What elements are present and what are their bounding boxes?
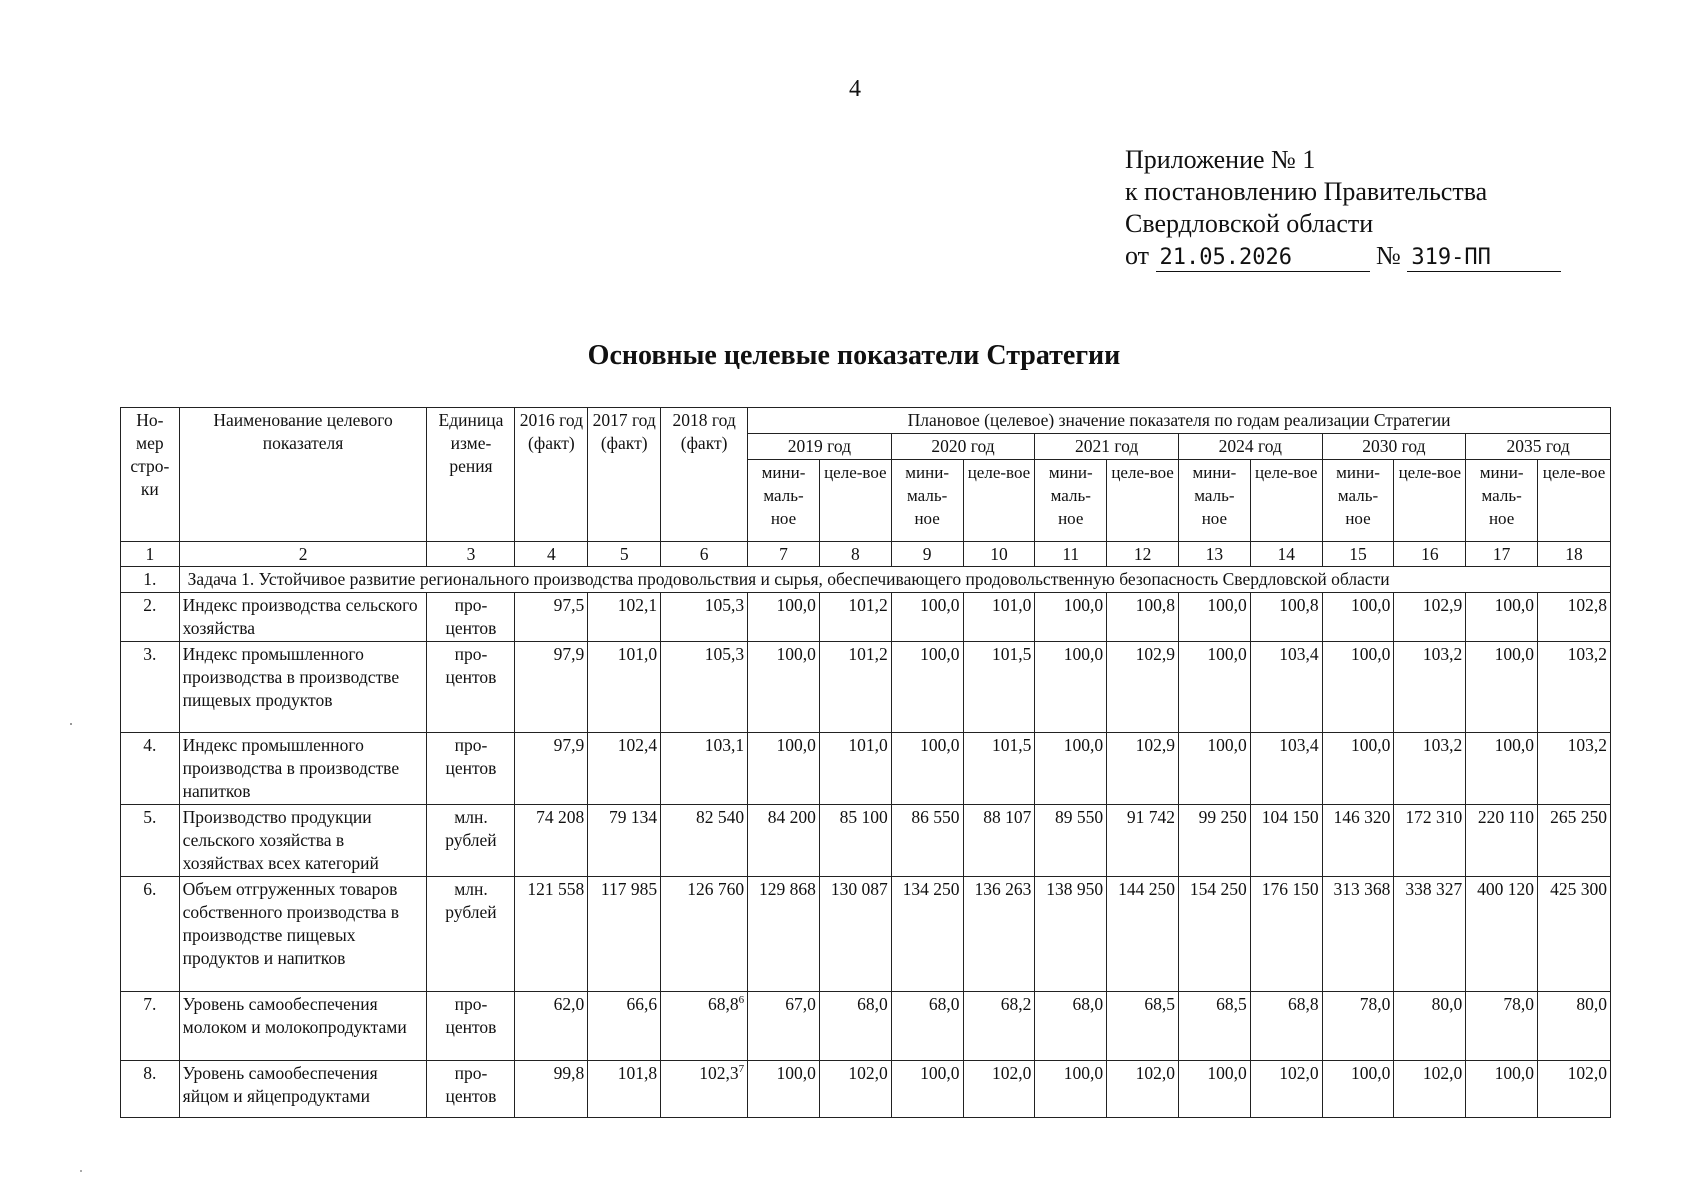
table-row [121,593,1611,642]
plan-target-cell: 101,5 [963,642,1035,733]
value-2018-text: 105,3 [704,595,745,615]
value-2017-cell: 102,4 [588,733,661,805]
column-number-cell: 18 [1538,542,1611,567]
header-min-2030: мини-маль-ное [1322,460,1394,542]
plan-target-cell: 102,0 [1250,1061,1322,1118]
header-target-2024: целе-вое [1250,460,1322,542]
plan-min-cell: 100,0 [1322,642,1394,733]
table-row [121,992,1611,1061]
plan-min-cell: 100,0 [1466,1061,1538,1118]
unit-cell: про-центов [427,733,515,805]
row-number-cell: 3. [121,642,180,733]
plan-min-cell: 138 950 [1035,877,1107,992]
row-number-cell: 7. [121,992,180,1061]
plan-target-cell: 85 100 [819,805,891,877]
plan-min-cell: 100,0 [891,733,963,805]
plan-min-cell: 89 550 [1035,805,1107,877]
row-number-cell: 6. [121,877,180,992]
plan-target-cell: 91 742 [1107,805,1179,877]
plan-target-cell: 103,2 [1394,642,1466,733]
value-2017-cell: 102,1 [588,593,661,642]
value-2018-text: 102,3 [699,1063,739,1083]
plan-min-cell: 68,0 [1035,992,1107,1061]
plan-target-cell: 425 300 [1538,877,1611,992]
appendix-decree-line: к постановлению Правительства [1125,177,1488,206]
column-number-cell: 15 [1322,542,1394,567]
plan-target-cell: 103,4 [1250,642,1322,733]
plan-target-cell: 80,0 [1538,992,1611,1061]
footnote-marker: 7 [738,1063,745,1076]
value-2016-cell: 121 558 [515,877,588,992]
table-row [121,877,1611,992]
plan-min-cell: 78,0 [1466,992,1538,1061]
column-number-cell: 17 [1466,542,1538,567]
plan-target-cell: 101,0 [819,733,891,805]
indicator-name-cell: Индекс промышленного производства в производстве пищевых продуктов [179,642,427,733]
header-planned: Плановое (целевое) значение показателя по годам реализации Стратегии [748,408,1611,434]
plan-target-cell: 102,0 [1394,1061,1466,1118]
plan-target-cell: 101,2 [819,642,891,733]
header-target-2019: целе-вое [819,460,891,542]
header-target-2021: целе-вое [1107,460,1179,542]
header-year-2021: 2021 год [1035,434,1179,460]
unit-cell: про-центов [427,642,515,733]
task-row-number: 1. [121,567,180,593]
scan-speck [80,1170,82,1172]
number-label: № [1376,241,1401,270]
plan-target-cell: 101,2 [819,593,891,642]
unit-cell: про-центов [427,1061,515,1118]
value-2018-cell [661,733,748,805]
value-2017-cell: 101,8 [588,1061,661,1118]
plan-min-cell: 100,0 [1178,642,1250,733]
plan-min-cell: 220 110 [1466,805,1538,877]
plan-min-cell: 100,0 [1035,593,1107,642]
plan-target-cell: 101,5 [963,733,1035,805]
plan-min-cell: 100,0 [891,593,963,642]
header-min-2019: мини-маль-ное [748,460,820,542]
plan-target-cell: 338 327 [1394,877,1466,992]
column-number-cell: 12 [1107,542,1179,567]
column-number-cell: 4 [515,542,588,567]
plan-min-cell: 100,0 [1035,642,1107,733]
plan-target-cell: 103,2 [1538,733,1611,805]
value-2018-cell [661,992,748,1061]
column-number-cell: 6 [661,542,748,567]
indicator-name-cell: Уровень самообеспечения яйцом и яйцепродуктами [179,1061,427,1118]
header-2018: 2018 год (факт) [661,408,748,542]
plan-target-cell: 176 150 [1250,877,1322,992]
indicator-name-cell: Объем отгруженных товаров собственного производства в производстве пищевых продуктов и напитков [179,877,427,992]
unit-cell: про-центов [427,992,515,1061]
plan-target-cell: 103,2 [1394,733,1466,805]
value-2018-cell [661,877,748,992]
plan-target-cell: 100,8 [1250,593,1322,642]
plan-target-cell: 68,8 [1250,992,1322,1061]
plan-min-cell: 68,0 [891,992,963,1061]
value-2017-cell: 79 134 [588,805,661,877]
plan-target-cell: 102,0 [819,1061,891,1118]
indicators-table [120,407,1611,1118]
header-row-1 [121,408,1611,434]
value-2016-cell: 97,5 [515,593,588,642]
plan-target-cell: 103,4 [1250,733,1322,805]
plan-min-cell: 100,0 [1466,593,1538,642]
header-min-2020: мини-маль-ное [891,460,963,542]
column-number-cell: 2 [179,542,427,567]
plan-min-cell: 100,0 [1035,733,1107,805]
plan-target-cell: 102,9 [1394,593,1466,642]
plan-min-cell: 100,0 [748,733,820,805]
header-2017: 2017 год (факт) [588,408,661,542]
header-year-2024: 2024 год [1178,434,1322,460]
decree-date: 21.05.2026 [1156,245,1370,272]
plan-min-cell: 100,0 [1178,593,1250,642]
from-label: от [1125,241,1150,270]
unit-cell: про-центов [427,593,515,642]
plan-target-cell: 102,8 [1538,593,1611,642]
row-number-cell: 4. [121,733,180,805]
table-row [121,642,1611,733]
column-number-cell: 1 [121,542,180,567]
header-year-2035: 2035 год [1466,434,1611,460]
indicator-name-cell: Индекс производства сельского хозяйства [179,593,427,642]
plan-target-cell: 102,0 [1107,1061,1179,1118]
plan-target-cell: 172 310 [1394,805,1466,877]
header-min-2035: мини-маль-ное [1466,460,1538,542]
plan-target-cell: 102,9 [1107,642,1179,733]
value-2018-text: 82 540 [695,807,745,827]
plan-min-cell: 100,0 [891,1061,963,1118]
value-2017-cell: 117 985 [588,877,661,992]
header-min-2021: мини-маль-ное [1035,460,1107,542]
column-number-cell: 11 [1035,542,1107,567]
plan-target-cell: 68,0 [819,992,891,1061]
column-number-cell: 14 [1250,542,1322,567]
column-number-row [121,542,1611,567]
header-min-2024: мини-маль-ное [1178,460,1250,542]
table-row [121,1061,1611,1118]
footnote-marker: 6 [738,994,745,1007]
indicator-name-cell: Уровень самообеспечения молоком и молокопродуктами [179,992,427,1061]
header-2016: 2016 год (факт) [515,408,588,542]
column-number-cell: 3 [427,542,515,567]
value-2017-cell: 101,0 [588,642,661,733]
plan-min-cell: 100,0 [1466,642,1538,733]
plan-target-cell: 88 107 [963,805,1035,877]
task-row-text: Задача 1. Устойчивое развитие регионального производства продовольствия и сырья, обеспечивающего продовольственную безопасность Свердловской области [179,567,1610,593]
plan-min-cell: 134 250 [891,877,963,992]
value-2018-cell [661,805,748,877]
plan-target-cell: 102,0 [963,1061,1035,1118]
plan-target-cell: 80,0 [1394,992,1466,1061]
plan-min-cell: 154 250 [1178,877,1250,992]
appendix-region-line: Свердловской области [1125,209,1374,238]
appendix-date-number-line [1125,240,1585,272]
plan-min-cell: 100,0 [1466,733,1538,805]
appendix-title: Приложение № 1 [1125,145,1316,174]
plan-min-cell: 100,0 [891,642,963,733]
plan-target-cell: 68,2 [963,992,1035,1061]
indicator-name-cell: Индекс промышленного производства в производстве напитков [179,733,427,805]
value-2016-cell: 74 208 [515,805,588,877]
plan-target-cell: 104 150 [1250,805,1322,877]
plan-min-cell: 100,0 [748,593,820,642]
header-row-number: Но-мер стро-ки [121,408,180,542]
table-row [121,733,1611,805]
plan-target-cell: 103,2 [1538,642,1611,733]
plan-min-cell: 100,0 [1178,1061,1250,1118]
header-year-2020: 2020 год [891,434,1035,460]
value-2016-cell: 62,0 [515,992,588,1061]
column-number-cell: 7 [748,542,820,567]
plan-min-cell: 68,5 [1178,992,1250,1061]
value-2018-text: 126 760 [687,879,745,899]
column-number-cell: 10 [963,542,1035,567]
column-number-cell: 13 [1178,542,1250,567]
plan-target-cell: 68,5 [1107,992,1179,1061]
plan-min-cell: 100,0 [1322,593,1394,642]
header-target-2020: целе-вое [963,460,1035,542]
header-name: Наименование целевого показателя [179,408,427,542]
plan-min-cell: 100,0 [748,642,820,733]
plan-target-cell: 144 250 [1107,877,1179,992]
plan-min-cell: 78,0 [1322,992,1394,1061]
unit-cell: млн. рублей [427,805,515,877]
header-unit: Единица изме-рения [427,408,515,542]
plan-min-cell: 146 320 [1322,805,1394,877]
value-2016-cell: 97,9 [515,733,588,805]
value-2016-cell: 99,8 [515,1061,588,1118]
plan-min-cell: 100,0 [1322,1061,1394,1118]
plan-target-cell: 136 263 [963,877,1035,992]
page-number: 4 [849,76,861,102]
column-number-cell: 16 [1394,542,1466,567]
plan-target-cell: 101,0 [963,593,1035,642]
column-number-cell: 8 [819,542,891,567]
header-target-2030: целе-вое [1394,460,1466,542]
column-number-cell: 9 [891,542,963,567]
value-2018-cell [661,1061,748,1118]
plan-min-cell: 100,0 [1035,1061,1107,1118]
value-2018-text: 105,3 [704,644,745,664]
plan-target-cell: 130 087 [819,877,891,992]
task-row [121,567,1611,593]
header-target-2035: целе-вое [1538,460,1611,542]
value-2018-text: 103,1 [704,735,745,755]
value-2017-cell: 66,6 [588,992,661,1061]
plan-min-cell: 100,0 [1178,733,1250,805]
appendix-block [1125,144,1585,272]
header-year-2019: 2019 год [748,434,892,460]
plan-min-cell: 313 368 [1322,877,1394,992]
plan-min-cell: 129 868 [748,877,820,992]
value-2018-text: 68,8 [707,994,739,1014]
plan-target-cell: 102,9 [1107,733,1179,805]
value-2018-cell [661,593,748,642]
scan-speck [70,723,72,725]
header-year-2030: 2030 год [1322,434,1466,460]
plan-target-cell: 102,0 [1538,1061,1611,1118]
row-number-cell: 8. [121,1061,180,1118]
row-number-cell: 2. [121,593,180,642]
plan-min-cell: 84 200 [748,805,820,877]
plan-min-cell: 100,0 [1322,733,1394,805]
plan-target-cell: 265 250 [1538,805,1611,877]
plan-min-cell: 86 550 [891,805,963,877]
plan-min-cell: 67,0 [748,992,820,1061]
plan-min-cell: 400 120 [1466,877,1538,992]
unit-cell: млн. рублей [427,877,515,992]
value-2018-cell [661,642,748,733]
column-number-cell: 5 [588,542,661,567]
table-row [121,805,1611,877]
row-number-cell: 5. [121,805,180,877]
document-title: Основные целевые показатели Стратегии [587,340,1121,371]
plan-min-cell: 100,0 [748,1061,820,1118]
plan-target-cell: 100,8 [1107,593,1179,642]
decree-number: 319-ПП [1407,245,1561,272]
indicator-name-cell: Производство продукции сельского хозяйства в хозяйствах всех категорий [179,805,427,877]
value-2016-cell: 97,9 [515,642,588,733]
plan-min-cell: 99 250 [1178,805,1250,877]
